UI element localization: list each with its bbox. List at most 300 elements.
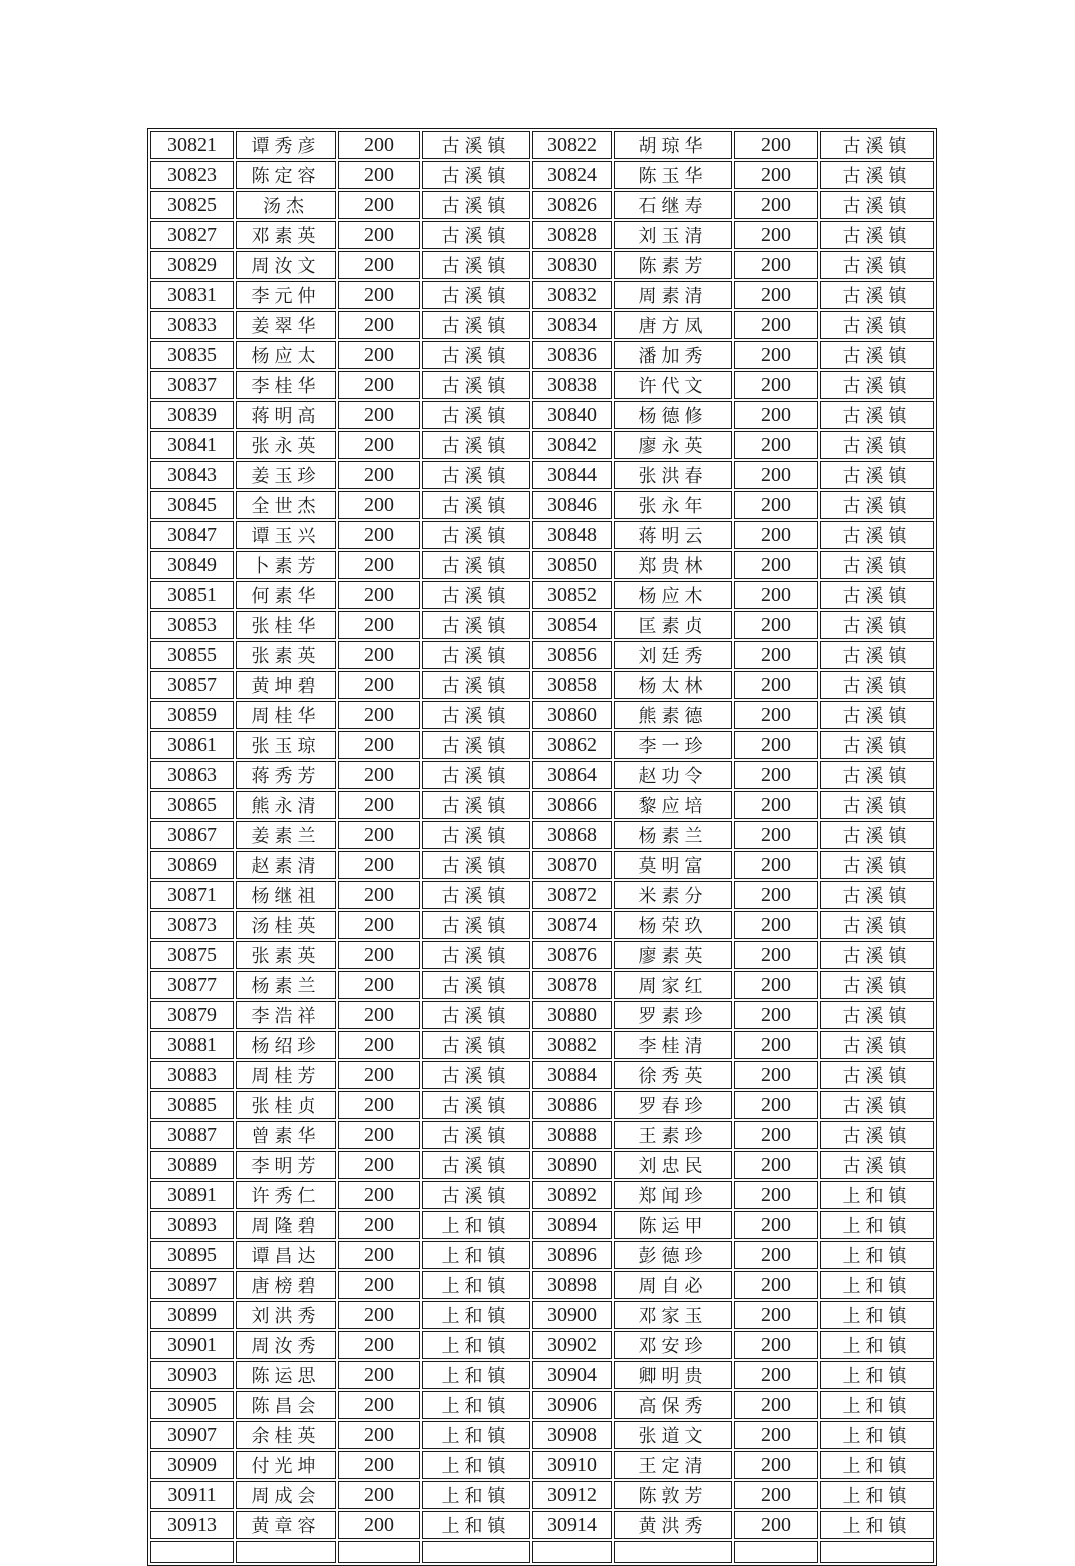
town-cell-right: 古溪镇 — [820, 131, 934, 159]
amount-cell-left: 200 — [338, 521, 420, 549]
name-cell-left: 姜玉珍 — [236, 461, 336, 489]
table-row — [150, 731, 934, 759]
name-cell-right — [614, 1541, 732, 1563]
serial-cell-left: 30831 — [150, 281, 234, 309]
table-row — [150, 1091, 934, 1119]
name-cell-left: 周桂芳 — [236, 1061, 336, 1089]
town-cell-left: 上和镇 — [422, 1511, 530, 1539]
table-row — [150, 371, 934, 399]
name-cell-left: 张永英 — [236, 431, 336, 459]
table-row — [150, 1001, 934, 1029]
town-cell-left: 古溪镇 — [422, 131, 530, 159]
town-cell-right: 上和镇 — [820, 1181, 934, 1209]
amount-cell-left: 200 — [338, 581, 420, 609]
serial-cell-right: 30832 — [532, 281, 612, 309]
serial-cell-right: 30904 — [532, 1361, 612, 1389]
amount-cell-left: 200 — [338, 491, 420, 519]
town-cell-left: 古溪镇 — [422, 311, 530, 339]
name-cell-right: 邓家玉 — [614, 1301, 732, 1329]
amount-cell-right: 200 — [734, 431, 818, 459]
name-cell-right: 彭德珍 — [614, 1241, 732, 1269]
amount-cell-left: 200 — [338, 281, 420, 309]
amount-cell-left: 200 — [338, 461, 420, 489]
serial-cell-left: 30869 — [150, 851, 234, 879]
serial-cell-right: 30842 — [532, 431, 612, 459]
table-row — [150, 671, 934, 699]
town-cell-left: 上和镇 — [422, 1391, 530, 1419]
town-cell-right: 古溪镇 — [820, 1121, 934, 1149]
amount-cell-right: 200 — [734, 161, 818, 189]
town-cell-right: 古溪镇 — [820, 281, 934, 309]
table-row — [150, 1451, 934, 1479]
table-row — [150, 1031, 934, 1059]
name-cell-left: 蒋明高 — [236, 401, 336, 429]
serial-cell-right: 30908 — [532, 1421, 612, 1449]
town-cell-right: 古溪镇 — [820, 461, 934, 489]
serial-cell-right: 30912 — [532, 1481, 612, 1509]
serial-cell-right: 30900 — [532, 1301, 612, 1329]
amount-cell-right: 200 — [734, 1151, 818, 1179]
amount-cell-left: 200 — [338, 911, 420, 939]
town-cell-left: 古溪镇 — [422, 401, 530, 429]
table-row — [150, 1241, 934, 1269]
amount-cell-left: 200 — [338, 971, 420, 999]
town-cell-left: 上和镇 — [422, 1241, 530, 1269]
serial-cell-right: 30860 — [532, 701, 612, 729]
name-cell-right: 周自必 — [614, 1271, 732, 1299]
town-cell-right: 古溪镇 — [820, 1061, 934, 1089]
amount-cell-right: 200 — [734, 671, 818, 699]
name-cell-right: 杨素兰 — [614, 821, 732, 849]
town-cell-left: 古溪镇 — [422, 581, 530, 609]
amount-cell-left: 200 — [338, 731, 420, 759]
name-cell-right: 李桂清 — [614, 1031, 732, 1059]
name-cell-left: 蒋秀芳 — [236, 761, 336, 789]
serial-cell-left: 30875 — [150, 941, 234, 969]
roster-table — [147, 128, 937, 1566]
serial-cell-left: 30907 — [150, 1421, 234, 1449]
table-row — [150, 161, 934, 189]
table-row — [150, 971, 934, 999]
table-row — [150, 1151, 934, 1179]
amount-cell-left: 200 — [338, 791, 420, 819]
amount-cell-right: 200 — [734, 1211, 818, 1239]
amount-cell-left: 200 — [338, 221, 420, 249]
roster-table-body — [150, 131, 934, 1563]
name-cell-right: 莫明富 — [614, 851, 732, 879]
name-cell-left: 姜素兰 — [236, 821, 336, 849]
serial-cell-left: 30877 — [150, 971, 234, 999]
table-row — [150, 521, 934, 549]
town-cell-left: 古溪镇 — [422, 851, 530, 879]
name-cell-left: 汤杰 — [236, 191, 336, 219]
name-cell-left: 张桂华 — [236, 611, 336, 639]
name-cell-right: 陈玉华 — [614, 161, 732, 189]
serial-cell-right: 30836 — [532, 341, 612, 369]
serial-cell-left: 30849 — [150, 551, 234, 579]
table-row — [150, 1421, 934, 1449]
table-row — [150, 221, 934, 249]
town-cell-left: 古溪镇 — [422, 1061, 530, 1089]
serial-cell-left: 30855 — [150, 641, 234, 669]
name-cell-right: 杨德修 — [614, 401, 732, 429]
name-cell-right: 王素珍 — [614, 1121, 732, 1149]
serial-cell-right: 30858 — [532, 671, 612, 699]
amount-cell-right: 200 — [734, 851, 818, 879]
amount-cell-right: 200 — [734, 1271, 818, 1299]
table-row — [150, 941, 934, 969]
name-cell-left: 杨应太 — [236, 341, 336, 369]
town-cell-right: 古溪镇 — [820, 701, 934, 729]
amount-cell-left: 200 — [338, 1091, 420, 1119]
name-cell-right: 刘玉清 — [614, 221, 732, 249]
town-cell-right: 上和镇 — [820, 1301, 934, 1329]
table-row — [150, 701, 934, 729]
town-cell-right: 上和镇 — [820, 1481, 934, 1509]
serial-cell-left: 30881 — [150, 1031, 234, 1059]
serial-cell-left: 30841 — [150, 431, 234, 459]
serial-cell-left: 30821 — [150, 131, 234, 159]
serial-cell-right: 30856 — [532, 641, 612, 669]
amount-cell-right: 200 — [734, 1481, 818, 1509]
town-cell-left: 古溪镇 — [422, 221, 530, 249]
name-cell-left: 余桂英 — [236, 1421, 336, 1449]
serial-cell-left — [150, 1541, 234, 1563]
name-cell-left: 付光坤 — [236, 1451, 336, 1479]
serial-cell-right: 30844 — [532, 461, 612, 489]
name-cell-left: 周隆碧 — [236, 1211, 336, 1239]
serial-cell-left: 30865 — [150, 791, 234, 819]
table-row — [150, 191, 934, 219]
amount-cell-right: 200 — [734, 881, 818, 909]
serial-cell-left: 30863 — [150, 761, 234, 789]
name-cell-left: 杨素兰 — [236, 971, 336, 999]
town-cell-left: 古溪镇 — [422, 881, 530, 909]
town-cell-right: 古溪镇 — [820, 941, 934, 969]
table-row — [150, 281, 934, 309]
name-cell-left: 陈定容 — [236, 161, 336, 189]
town-cell-right: 古溪镇 — [820, 971, 934, 999]
name-cell-right: 杨应木 — [614, 581, 732, 609]
serial-cell-left: 30903 — [150, 1361, 234, 1389]
name-cell-right: 杨荣玖 — [614, 911, 732, 939]
name-cell-right: 周家红 — [614, 971, 732, 999]
town-cell-left: 古溪镇 — [422, 251, 530, 279]
amount-cell-right: 200 — [734, 1391, 818, 1419]
table-row — [150, 911, 934, 939]
town-cell-right: 古溪镇 — [820, 1031, 934, 1059]
town-cell-left: 古溪镇 — [422, 911, 530, 939]
amount-cell-right: 200 — [734, 641, 818, 669]
amount-cell-left: 200 — [338, 1181, 420, 1209]
serial-cell-left: 30909 — [150, 1451, 234, 1479]
amount-cell-right: 200 — [734, 221, 818, 249]
town-cell-left: 古溪镇 — [422, 161, 530, 189]
town-cell-left: 上和镇 — [422, 1271, 530, 1299]
amount-cell-right: 200 — [734, 551, 818, 579]
serial-cell-right: 30822 — [532, 131, 612, 159]
name-cell-left: 李浩祥 — [236, 1001, 336, 1029]
amount-cell-left: 200 — [338, 191, 420, 219]
table-row — [150, 1481, 934, 1509]
town-cell-left: 古溪镇 — [422, 1031, 530, 1059]
amount-cell-right: 200 — [734, 311, 818, 339]
town-cell-left: 古溪镇 — [422, 551, 530, 579]
serial-cell-left: 30883 — [150, 1061, 234, 1089]
serial-cell-left: 30823 — [150, 161, 234, 189]
name-cell-right: 张永年 — [614, 491, 732, 519]
town-cell-left: 古溪镇 — [422, 941, 530, 969]
name-cell-left: 陈运思 — [236, 1361, 336, 1389]
amount-cell-left: 200 — [338, 671, 420, 699]
table-row — [150, 1181, 934, 1209]
serial-cell-left: 30853 — [150, 611, 234, 639]
amount-cell-left: 200 — [338, 311, 420, 339]
serial-cell-right: 30906 — [532, 1391, 612, 1419]
name-cell-left: 熊永清 — [236, 791, 336, 819]
amount-cell-right: 200 — [734, 761, 818, 789]
name-cell-left: 刘洪秀 — [236, 1301, 336, 1329]
table-row — [150, 821, 934, 849]
town-cell-right: 古溪镇 — [820, 641, 934, 669]
name-cell-left: 邓素英 — [236, 221, 336, 249]
table-row — [150, 341, 934, 369]
table-row — [150, 581, 934, 609]
amount-cell-left: 200 — [338, 1061, 420, 1089]
town-cell-right: 古溪镇 — [820, 881, 934, 909]
amount-cell-right: 200 — [734, 1121, 818, 1149]
name-cell-right: 邓安珍 — [614, 1331, 732, 1359]
town-cell-right: 上和镇 — [820, 1241, 934, 1269]
name-cell-left: 赵素清 — [236, 851, 336, 879]
name-cell-right: 唐方凤 — [614, 311, 732, 339]
amount-cell-left: 200 — [338, 881, 420, 909]
serial-cell-right: 30898 — [532, 1271, 612, 1299]
amount-cell-right: 200 — [734, 821, 818, 849]
name-cell-left: 周成会 — [236, 1481, 336, 1509]
serial-cell-left: 30839 — [150, 401, 234, 429]
table-row — [150, 1121, 934, 1149]
serial-cell-left: 30843 — [150, 461, 234, 489]
amount-cell-right: 200 — [734, 281, 818, 309]
amount-cell-right: 200 — [734, 1061, 818, 1089]
name-cell-right: 匡素贞 — [614, 611, 732, 639]
serial-cell-left: 30913 — [150, 1511, 234, 1539]
amount-cell-left: 200 — [338, 611, 420, 639]
table-row — [150, 461, 934, 489]
serial-cell-left: 30827 — [150, 221, 234, 249]
serial-cell-left: 30891 — [150, 1181, 234, 1209]
table-row — [150, 401, 934, 429]
serial-cell-right: 30880 — [532, 1001, 612, 1029]
amount-cell-right: 200 — [734, 1181, 818, 1209]
town-cell-right: 古溪镇 — [820, 761, 934, 789]
name-cell-left: 杨继祖 — [236, 881, 336, 909]
serial-cell-right: 30886 — [532, 1091, 612, 1119]
serial-cell-left: 30893 — [150, 1211, 234, 1239]
serial-cell-right: 30870 — [532, 851, 612, 879]
amount-cell-right: 200 — [734, 1091, 818, 1119]
serial-cell-left: 30835 — [150, 341, 234, 369]
serial-cell-left: 30861 — [150, 731, 234, 759]
town-cell-right — [820, 1541, 934, 1563]
town-cell-right: 古溪镇 — [820, 551, 934, 579]
serial-cell-left: 30911 — [150, 1481, 234, 1509]
amount-cell-right: 200 — [734, 611, 818, 639]
amount-cell-right: 200 — [734, 581, 818, 609]
serial-cell-left: 30873 — [150, 911, 234, 939]
town-cell-left: 古溪镇 — [422, 1121, 530, 1149]
amount-cell-right: 200 — [734, 461, 818, 489]
town-cell-right: 上和镇 — [820, 1331, 934, 1359]
town-cell-left: 古溪镇 — [422, 731, 530, 759]
name-cell-right: 陈运甲 — [614, 1211, 732, 1239]
serial-cell-left: 30851 — [150, 581, 234, 609]
town-cell-right: 上和镇 — [820, 1271, 934, 1299]
town-cell-left: 上和镇 — [422, 1301, 530, 1329]
town-cell-left: 古溪镇 — [422, 521, 530, 549]
amount-cell-left: 200 — [338, 1271, 420, 1299]
amount-cell-left: 200 — [338, 941, 420, 969]
amount-cell-left: 200 — [338, 1361, 420, 1389]
name-cell-left: 张素英 — [236, 941, 336, 969]
name-cell-right: 赵功令 — [614, 761, 732, 789]
town-cell-right: 古溪镇 — [820, 1001, 934, 1029]
table-row — [150, 491, 934, 519]
name-cell-right: 高保秀 — [614, 1391, 732, 1419]
amount-cell-right: 200 — [734, 1421, 818, 1449]
name-cell-left: 黄章容 — [236, 1511, 336, 1539]
amount-cell-left: 200 — [338, 1211, 420, 1239]
table-row — [150, 1511, 934, 1539]
amount-cell-left: 200 — [338, 1301, 420, 1329]
town-cell-right: 古溪镇 — [820, 791, 934, 819]
name-cell-left: 张玉琼 — [236, 731, 336, 759]
serial-cell-right: 30882 — [532, 1031, 612, 1059]
table-row — [150, 1271, 934, 1299]
amount-cell-right: 200 — [734, 1361, 818, 1389]
amount-cell-left: 200 — [338, 131, 420, 159]
town-cell-right: 古溪镇 — [820, 341, 934, 369]
amount-cell-left: 200 — [338, 701, 420, 729]
name-cell-left: 许秀仁 — [236, 1181, 336, 1209]
name-cell-left: 汤桂英 — [236, 911, 336, 939]
serial-cell-right: 30862 — [532, 731, 612, 759]
town-cell-right: 古溪镇 — [820, 611, 934, 639]
town-cell-left: 古溪镇 — [422, 461, 530, 489]
name-cell-right: 杨太林 — [614, 671, 732, 699]
amount-cell-right: 200 — [734, 941, 818, 969]
name-cell-right: 许代文 — [614, 371, 732, 399]
name-cell-right: 熊素德 — [614, 701, 732, 729]
name-cell-right: 廖永英 — [614, 431, 732, 459]
serial-cell-left: 30833 — [150, 311, 234, 339]
town-cell-left: 古溪镇 — [422, 701, 530, 729]
serial-cell-left: 30845 — [150, 491, 234, 519]
town-cell-left: 古溪镇 — [422, 971, 530, 999]
serial-cell-right: 30868 — [532, 821, 612, 849]
name-cell-right: 陈素芳 — [614, 251, 732, 279]
name-cell-right: 卿明贵 — [614, 1361, 732, 1389]
town-cell-left: 古溪镇 — [422, 431, 530, 459]
serial-cell-right: 30834 — [532, 311, 612, 339]
amount-cell-left: 200 — [338, 1151, 420, 1179]
town-cell-right: 古溪镇 — [820, 1151, 934, 1179]
town-cell-left: 古溪镇 — [422, 641, 530, 669]
serial-cell-right: 30902 — [532, 1331, 612, 1359]
name-cell-right: 胡琼华 — [614, 131, 732, 159]
amount-cell-left: 200 — [338, 551, 420, 579]
table-row — [150, 791, 934, 819]
town-cell-right: 古溪镇 — [820, 731, 934, 759]
town-cell-right: 古溪镇 — [820, 311, 934, 339]
town-cell-right: 古溪镇 — [820, 851, 934, 879]
amount-cell-left: 200 — [338, 641, 420, 669]
town-cell-left: 上和镇 — [422, 1451, 530, 1479]
amount-cell-left: 200 — [338, 1481, 420, 1509]
serial-cell-left: 30857 — [150, 671, 234, 699]
serial-cell-right: 30876 — [532, 941, 612, 969]
amount-cell-left: 200 — [338, 1331, 420, 1359]
town-cell-right: 上和镇 — [820, 1421, 934, 1449]
table-row — [150, 881, 934, 909]
serial-cell-right: 30846 — [532, 491, 612, 519]
name-cell-left: 姜翠华 — [236, 311, 336, 339]
town-cell-left: 古溪镇 — [422, 1091, 530, 1119]
amount-cell-left: 200 — [338, 761, 420, 789]
town-cell-right: 上和镇 — [820, 1361, 934, 1389]
amount-cell-right: 200 — [734, 401, 818, 429]
serial-cell-left: 30879 — [150, 1001, 234, 1029]
name-cell-right: 廖素英 — [614, 941, 732, 969]
amount-cell-left: 200 — [338, 1421, 420, 1449]
serial-cell-right: 30890 — [532, 1151, 612, 1179]
amount-cell-right: 200 — [734, 491, 818, 519]
amount-cell-left: 200 — [338, 401, 420, 429]
table-row — [150, 1361, 934, 1389]
name-cell-right: 郑贵林 — [614, 551, 732, 579]
name-cell-left: 曾素华 — [236, 1121, 336, 1149]
amount-cell-left: 200 — [338, 341, 420, 369]
town-cell-right: 古溪镇 — [820, 401, 934, 429]
amount-cell-right: 200 — [734, 191, 818, 219]
amount-cell-left: 200 — [338, 1241, 420, 1269]
name-cell-left: 全世杰 — [236, 491, 336, 519]
name-cell-right: 张道文 — [614, 1421, 732, 1449]
amount-cell-left: 200 — [338, 1391, 420, 1419]
amount-cell-right: 200 — [734, 341, 818, 369]
town-cell-left: 古溪镇 — [422, 1151, 530, 1179]
serial-cell-left: 30829 — [150, 251, 234, 279]
serial-cell-left: 30837 — [150, 371, 234, 399]
amount-cell-right: 200 — [734, 1241, 818, 1269]
town-cell-right: 上和镇 — [820, 1211, 934, 1239]
serial-cell-right: 30852 — [532, 581, 612, 609]
name-cell-left: 谭秀彦 — [236, 131, 336, 159]
town-cell-right: 上和镇 — [820, 1391, 934, 1419]
name-cell-right: 蒋明云 — [614, 521, 732, 549]
town-cell-left: 上和镇 — [422, 1421, 530, 1449]
table-row — [150, 611, 934, 639]
town-cell-right: 上和镇 — [820, 1451, 934, 1479]
name-cell-right: 刘廷秀 — [614, 641, 732, 669]
town-cell-left: 古溪镇 — [422, 671, 530, 699]
amount-cell-left — [338, 1541, 420, 1563]
serial-cell-right: 30872 — [532, 881, 612, 909]
name-cell-left: 李元仲 — [236, 281, 336, 309]
town-cell-right: 古溪镇 — [820, 581, 934, 609]
table-row — [150, 761, 934, 789]
